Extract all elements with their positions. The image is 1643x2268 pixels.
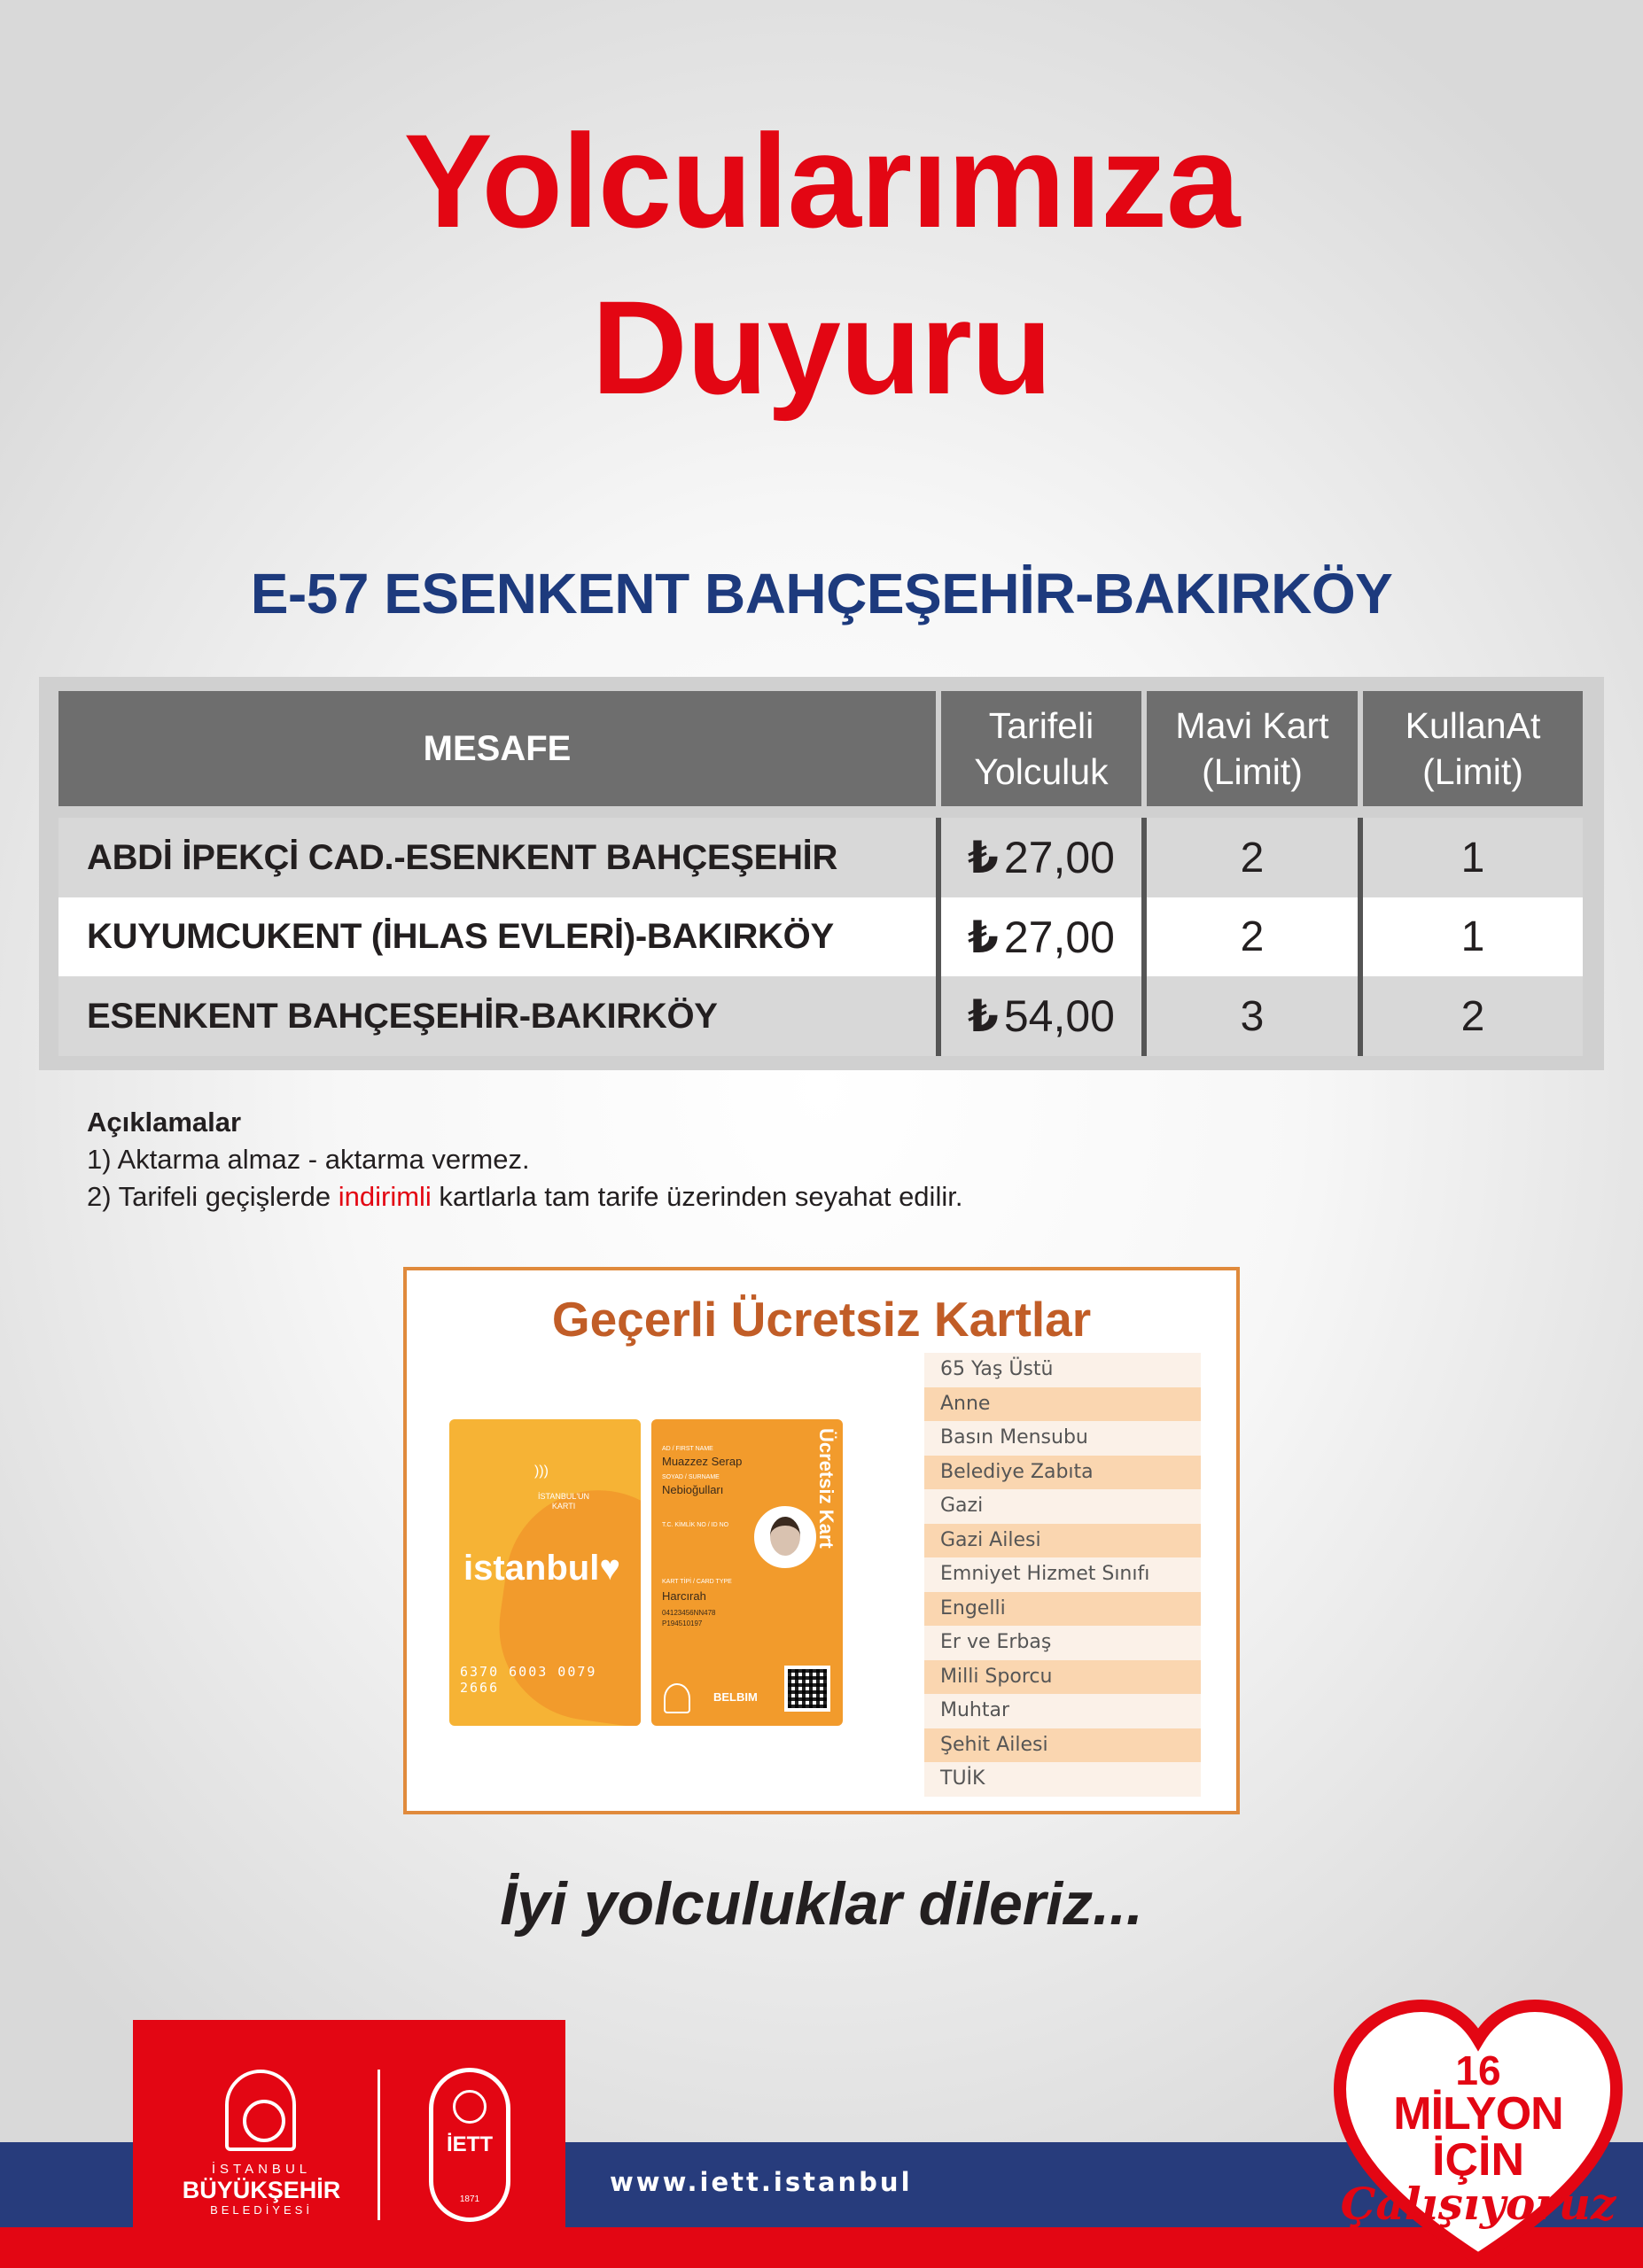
- list-item: Milli Sporcu: [924, 1660, 1201, 1695]
- type-label: KART TİPİ / CARD TYPE: [662, 1579, 732, 1585]
- card-label: [538, 1492, 589, 1511]
- note-2-before: 2) Tarifeli geçişlerde: [87, 1181, 339, 1212]
- ibb-logo-icon: [664, 1683, 690, 1713]
- price-value: 54,00: [1003, 991, 1115, 1042]
- note-1: 1) Aktarma almaz - aktarma vermez.: [87, 1144, 530, 1175]
- list-item: 65 Yaş Üstü: [924, 1353, 1201, 1387]
- id-label: T.C. KİMLİK NO / ID NO: [662, 1522, 729, 1528]
- list-item: Emniyet Hizmet Sınıfı: [924, 1557, 1201, 1592]
- card-number: 6370 6003 0079 2666: [460, 1664, 597, 1696]
- surname-label: SOYAD / SURNAME: [662, 1474, 720, 1480]
- header-disposable-line2: (Limit): [1422, 751, 1523, 792]
- issuer-logo: BELBIM: [713, 1690, 758, 1704]
- free-cards-box: [403, 1267, 1240, 1814]
- list-item: Basın Mensubu: [924, 1421, 1201, 1456]
- cardholder-surname: Nebioğulları: [662, 1483, 724, 1496]
- free-card-image: [651, 1419, 843, 1726]
- title-line-1: Yolcularımıza: [403, 106, 1240, 255]
- route-title: E-57 ESENKENT BAHÇEŞEHİR-BAKIRKÖY: [250, 562, 1393, 625]
- lira-icon: ₺: [968, 833, 999, 883]
- footer-url-link[interactable]: www.iett.istanbul: [610, 2167, 913, 2197]
- card-label-line1: İSTANBUL'UN: [538, 1492, 590, 1501]
- logo-divider: [378, 2070, 380, 2220]
- disposable-limit-cell: 2: [1360, 976, 1583, 1056]
- notes-title: Açıklamalar: [87, 1107, 242, 1138]
- header-blue-card-line1: Mavi Kart: [1175, 705, 1329, 746]
- list-item: Muhtar: [924, 1694, 1201, 1728]
- name-label: AD / FIRST NAME: [662, 1446, 713, 1452]
- list-item: Belediye Zabıta: [924, 1456, 1201, 1490]
- blue-card-limit-cell: 3: [1144, 976, 1360, 1056]
- header-disposable: [1360, 691, 1583, 806]
- list-item: Şehit Ailesi: [924, 1728, 1201, 1763]
- card-brand: [463, 1549, 620, 1588]
- farewell-message: İyi yolculuklar dileriz...: [500, 1870, 1143, 1938]
- campaign-badge: [1329, 1993, 1627, 2268]
- table-row: [58, 976, 1583, 1056]
- route-cell: ABDİ İPEKÇİ CAD.-ESENKENT BAHÇEŞEHİR: [58, 818, 938, 897]
- route-cell: ESENKENT BAHÇEŞEHİR-BAKIRKÖY: [58, 976, 938, 1056]
- title-line-2: Duyuru: [591, 273, 1052, 422]
- iett-emblem-crest: [453, 2090, 487, 2124]
- blue-card-limit-cell: 2: [1144, 818, 1360, 897]
- price-cell: [938, 897, 1144, 977]
- header-blue-card-line2: (Limit): [1202, 751, 1303, 792]
- header-distance: MESAFE: [58, 691, 938, 806]
- table-row: [58, 897, 1583, 977]
- heart-icon: ♥: [599, 1549, 621, 1588]
- disposable-limit-cell: 1: [1360, 897, 1583, 977]
- disposable-limit-cell: 1: [1360, 818, 1583, 897]
- iett-emblem-year: 1871: [459, 2194, 480, 2204]
- note-2-after: kartlarla tam tarife üzerinden seyahat edilir.: [431, 1181, 963, 1212]
- header-scheduled-line2: Yolculuk: [974, 751, 1109, 792]
- header-scheduled-line1: Tarifeli: [988, 705, 1094, 746]
- campaign-line-3: İÇİN: [1432, 2134, 1524, 2186]
- campaign-line-2: MİLYON: [1393, 2088, 1563, 2140]
- price-cell: [938, 976, 1144, 1056]
- list-item: Engelli: [924, 1592, 1201, 1627]
- price-value: 27,00: [1003, 912, 1115, 962]
- note-2: [87, 1178, 962, 1216]
- ibb-logo-text: [177, 2162, 346, 2217]
- announcement-title: [0, 97, 1643, 431]
- list-item: Gazi: [924, 1489, 1201, 1524]
- card-label-line2: KARTI: [551, 1502, 576, 1511]
- list-item: Er ve Erbaş: [924, 1626, 1201, 1660]
- fare-table: [58, 691, 1583, 1056]
- cardholder-photo: [754, 1506, 816, 1568]
- cardholder-name: Muazzez Serap: [662, 1455, 743, 1468]
- route-cell: KUYUMCUKENT (İHLAS EVLERİ)-BAKIRKÖY: [58, 897, 938, 977]
- table-row: [58, 818, 1583, 897]
- ibb-line-1: İSTANBUL: [211, 2162, 312, 2177]
- qr-code-icon: [784, 1666, 830, 1712]
- campaign-line-4: Çalışıyoruz: [1340, 2178, 1616, 2230]
- lira-icon: ₺: [968, 912, 999, 962]
- card-code-2: P194510197: [662, 1619, 703, 1627]
- free-card-list: [924, 1353, 1201, 1797]
- iett-emblem-icon: [429, 2068, 510, 2222]
- card-code-1: 04123456NN478: [662, 1609, 716, 1617]
- ibb-line-2: BÜYÜKŞEHİR: [182, 2177, 341, 2203]
- header-blue-card: [1144, 691, 1360, 806]
- fare-table-frame: [39, 677, 1604, 1070]
- list-item: Gazi Ailesi: [924, 1524, 1201, 1558]
- free-cards-title: Geçerli Ücretsiz Kartlar: [551, 1292, 1092, 1347]
- fare-table-header: [58, 691, 1583, 806]
- iett-emblem-text: İETT: [447, 2132, 493, 2156]
- free-card-side-label: Ücretsiz Kart: [815, 1428, 837, 1549]
- card-type: Harcırah: [662, 1589, 706, 1603]
- card-brand-text: istanbul: [463, 1549, 600, 1588]
- campaign-line-1: 16: [1455, 2047, 1501, 2093]
- list-item: Anne: [924, 1387, 1201, 1422]
- lira-icon: ₺: [968, 991, 999, 1042]
- contactless-icon: ))): [534, 1464, 549, 1479]
- notes-section: [87, 1104, 962, 1216]
- price-value: 27,00: [1003, 833, 1115, 883]
- note-2-highlight: indirimli: [338, 1181, 432, 1212]
- ibb-logo-icon: [225, 2070, 296, 2151]
- header-scheduled: [938, 691, 1144, 806]
- list-item: TUİK: [924, 1762, 1201, 1797]
- blue-card-limit-cell: 2: [1144, 897, 1360, 977]
- price-cell: [938, 818, 1144, 897]
- header-disposable-line1: KullanAt: [1405, 705, 1541, 746]
- ibb-line-3: BELEDİYESİ: [210, 2203, 313, 2217]
- logo-block: [133, 2020, 565, 2268]
- istanbulkart-image: [449, 1419, 641, 1726]
